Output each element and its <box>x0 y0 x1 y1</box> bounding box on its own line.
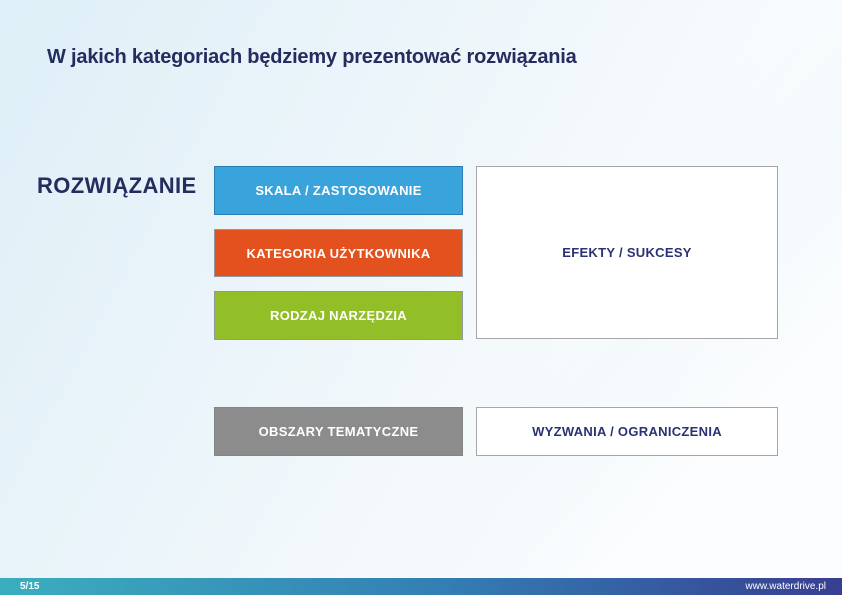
category-box-label: OBSZARY TEMATYCZNE <box>258 424 419 439</box>
rozwiazanie-label: ROZWIĄZANIE <box>37 173 197 198</box>
category-box-rodzaj-narzedzia <box>214 291 463 340</box>
category-box-efekty-sukcesy <box>476 166 778 339</box>
category-box-obszary-tematyczne <box>214 407 463 456</box>
slide-title: W jakich kategoriach będziemy prezentować rozwiązania <box>47 46 577 68</box>
category-box-label: EFEKTY / SUKCESY <box>562 245 692 260</box>
page-number: 5/15 <box>20 581 40 592</box>
category-box-kategoria-uzytkownika <box>214 229 463 277</box>
category-box-wyzwania-ograniczenia <box>476 407 778 456</box>
category-box-label: KATEGORIA UŻYTKOWNIKA <box>246 245 431 261</box>
website-url: www.waterdrive.pl <box>745 581 826 592</box>
category-box-label: WYZWANIA / OGRANICZENIA <box>532 424 722 439</box>
slide-footer-bar <box>0 578 842 595</box>
category-box-label: RODZAJ NARZĘDZIA <box>270 308 407 323</box>
category-box-label: SKALA / ZASTOSOWANIE <box>255 183 422 198</box>
category-box-skala-zastosowanie <box>214 166 463 215</box>
